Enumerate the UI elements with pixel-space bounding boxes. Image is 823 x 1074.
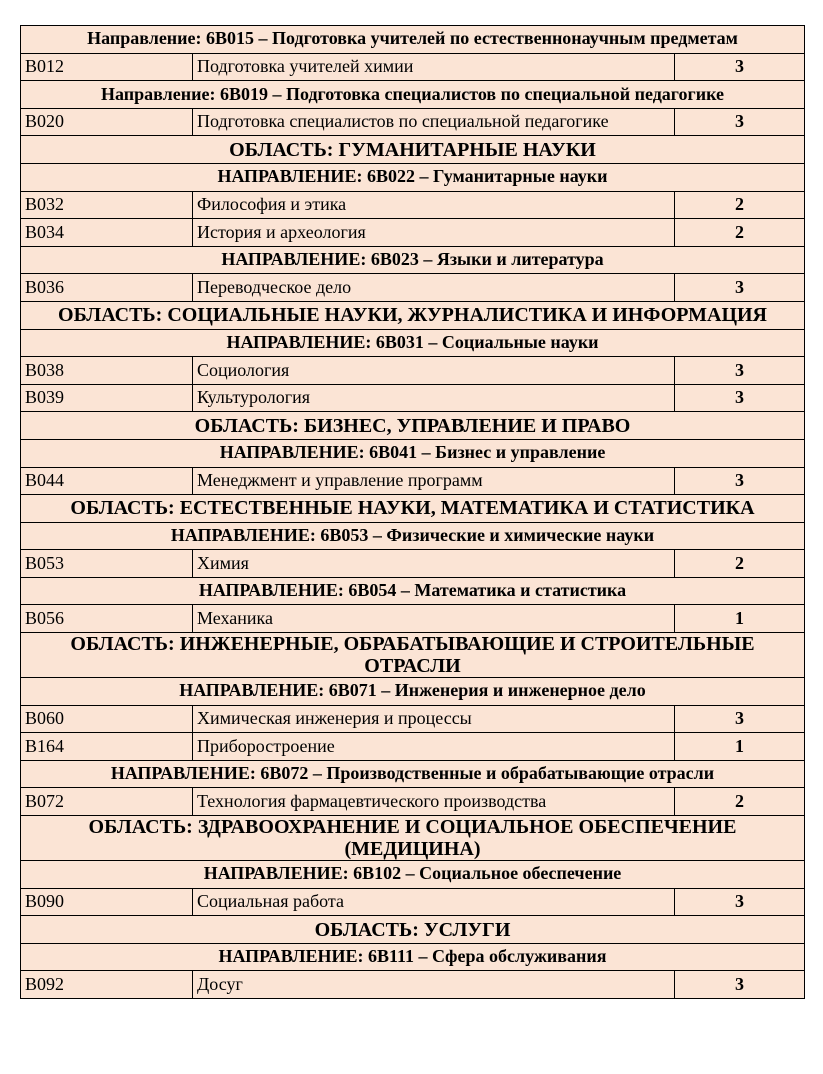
area-heading-row: [21, 816, 805, 861]
program-row: [21, 53, 805, 81]
direction-heading: НАПРАВЛЕНИЕ: 6В072 – Производственные и обрабатывающие отрасли: [21, 760, 805, 788]
program-row: [21, 733, 805, 761]
program-code: В053: [21, 550, 193, 578]
program-name: Досуг: [193, 971, 675, 999]
direction-heading-row: [21, 246, 805, 274]
program-row: [21, 550, 805, 578]
program-code: В092: [21, 971, 193, 999]
program-code: В072: [21, 788, 193, 816]
program-name: Химия: [193, 550, 675, 578]
area-heading: ОБЛАСТЬ: ИНЖЕНЕРНЫЕ, ОБРАБАТЫВАЮЩИЕ И СТРОИТЕЛЬНЫЕ ОТРАСЛИ: [21, 633, 805, 678]
program-count: 2: [675, 191, 805, 219]
direction-heading-row: [21, 577, 805, 605]
area-heading-row: [21, 916, 805, 944]
program-row: [21, 705, 805, 733]
area-heading: ОБЛАСТЬ: ЕСТЕСТВЕННЫЕ НАУКИ, МАТЕМАТИКА И СТАТИСТИКА: [21, 495, 805, 523]
program-row: [21, 191, 805, 219]
program-count: 3: [675, 971, 805, 999]
program-count: 1: [675, 605, 805, 633]
program-code: В164: [21, 733, 193, 761]
area-heading: ОБЛАСТЬ: СОЦИАЛЬНЫЕ НАУКИ, ЖУРНАЛИСТИКА И ИНФОРМАЦИЯ: [21, 301, 805, 329]
area-heading: ОБЛАСТЬ: ЗДРАВООХРАНЕНИЕ И СОЦИАЛЬНОЕ ОБЕСПЕЧЕНИЕ (МЕДИЦИНА): [21, 816, 805, 861]
program-name: Химическая инженерия и процессы: [193, 705, 675, 733]
direction-heading-row: [21, 81, 805, 109]
program-count: 3: [675, 888, 805, 916]
program-count: 2: [675, 219, 805, 247]
direction-heading: НАПРАВЛЕНИЕ: 6В111 – Сфера обслуживания: [21, 943, 805, 971]
program-row: [21, 384, 805, 412]
program-name: История и археология: [193, 219, 675, 247]
direction-heading-row: [21, 329, 805, 357]
program-code: В032: [21, 191, 193, 219]
program-count: 2: [675, 788, 805, 816]
program-code: В034: [21, 219, 193, 247]
direction-heading: НАПРАВЛЕНИЕ: 6В023 – Языки и литература: [21, 246, 805, 274]
program-row: [21, 788, 805, 816]
programs-table: [20, 25, 805, 999]
program-row: [21, 357, 805, 385]
program-code: В090: [21, 888, 193, 916]
direction-heading: НАПРАВЛЕНИЕ: 6В041 – Бизнес и управление: [21, 439, 805, 467]
program-count: 3: [675, 467, 805, 495]
program-name: Подготовка специалистов по специальной педагогике: [193, 108, 675, 136]
direction-heading-row: [21, 678, 805, 706]
area-heading-row: [21, 301, 805, 329]
direction-heading-row: [21, 439, 805, 467]
program-code: В020: [21, 108, 193, 136]
program-row: [21, 108, 805, 136]
program-row: [21, 467, 805, 495]
direction-heading: НАПРАВЛЕНИЕ: 6В071 – Инженерия и инженерное дело: [21, 678, 805, 706]
direction-heading: НАПРАВЛЕНИЕ: 6В053 – Физические и химические науки: [21, 522, 805, 550]
program-count: 3: [675, 53, 805, 81]
direction-heading-row: [21, 760, 805, 788]
area-heading-row: [21, 412, 805, 440]
program-code: В060: [21, 705, 193, 733]
direction-heading-row: [21, 522, 805, 550]
direction-heading-row: [21, 861, 805, 889]
program-row: [21, 274, 805, 302]
program-code: В038: [21, 357, 193, 385]
area-heading-row: [21, 495, 805, 523]
area-heading: ОБЛАСТЬ: ГУМАНИТАРНЫЕ НАУКИ: [21, 136, 805, 164]
direction-heading-row: [21, 163, 805, 191]
program-name: Технология фармацевтического производства: [193, 788, 675, 816]
program-name: Менеджмент и управление программ: [193, 467, 675, 495]
program-name: Переводческое дело: [193, 274, 675, 302]
area-heading-row: [21, 136, 805, 164]
area-heading: ОБЛАСТЬ: УСЛУГИ: [21, 916, 805, 944]
program-code: В036: [21, 274, 193, 302]
direction-heading-row: [21, 26, 805, 54]
program-code: В044: [21, 467, 193, 495]
direction-heading: НАПРАВЛЕНИЕ: 6В054 – Математика и статистика: [21, 577, 805, 605]
program-count: 3: [675, 274, 805, 302]
program-name: Философия и этика: [193, 191, 675, 219]
program-count: 2: [675, 550, 805, 578]
direction-heading: Направление: 6В015 – Подготовка учителей по естественнонаучным предметам: [21, 26, 805, 54]
program-row: [21, 888, 805, 916]
program-name: Механика: [193, 605, 675, 633]
program-count: 3: [675, 705, 805, 733]
program-row: [21, 605, 805, 633]
program-code: В056: [21, 605, 193, 633]
program-count: 3: [675, 384, 805, 412]
direction-heading: НАПРАВЛЕНИЕ: 6В031 – Социальные науки: [21, 329, 805, 357]
program-name: Подготовка учителей химии: [193, 53, 675, 81]
program-count: 3: [675, 357, 805, 385]
direction-heading-row: [21, 943, 805, 971]
program-row: [21, 219, 805, 247]
program-count: 1: [675, 733, 805, 761]
area-heading: ОБЛАСТЬ: БИЗНЕС, УПРАВЛЕНИЕ И ПРАВО: [21, 412, 805, 440]
direction-heading: НАПРАВЛЕНИЕ: 6В102 – Социальное обеспечение: [21, 861, 805, 889]
program-count: 3: [675, 108, 805, 136]
program-name: Культурология: [193, 384, 675, 412]
program-name: Социальная работа: [193, 888, 675, 916]
program-code: В012: [21, 53, 193, 81]
direction-heading: Направление: 6В019 – Подготовка специалистов по специальной педагогике: [21, 81, 805, 109]
direction-heading: НАПРАВЛЕНИЕ: 6В022 – Гуманитарные науки: [21, 163, 805, 191]
program-name: Приборостроение: [193, 733, 675, 761]
programs-table-body: [21, 26, 805, 999]
area-heading-row: [21, 633, 805, 678]
program-code: В039: [21, 384, 193, 412]
program-row: [21, 971, 805, 999]
program-name: Социология: [193, 357, 675, 385]
